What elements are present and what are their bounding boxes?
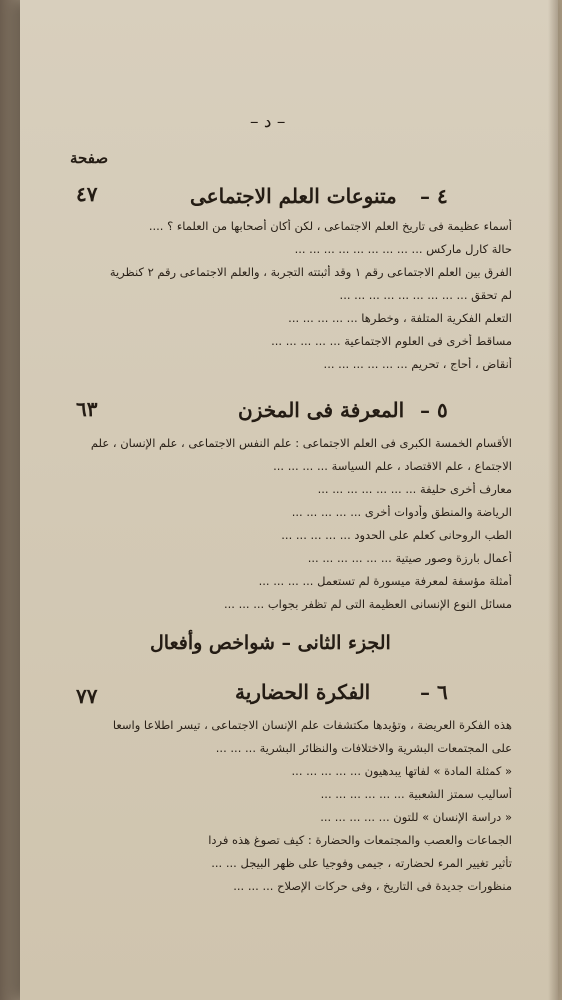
chapter-4-number: ٤ – xyxy=(420,184,448,208)
page-column-label: صفحة xyxy=(70,149,109,167)
chapter-6-entry: أساليب سمتز الشعبية ... ... ... ... ... ... xyxy=(320,787,512,801)
page-number: – د – xyxy=(250,112,286,132)
chapter-5-title: المعرفة فى المخزن xyxy=(238,398,405,422)
chapter-6-number: ٦ – xyxy=(420,680,448,704)
chapter-5-entry: الطب الروحانى كعلم على الحدود ... ... ... ... ... xyxy=(281,528,512,542)
chapter-4-page: ٤٧ xyxy=(76,182,98,206)
chapter-5-page: ٦٣ xyxy=(76,397,98,421)
chapter-4-title: متنوعات العلم الاجتماعى xyxy=(190,184,397,208)
chapter-5-entry: الأقسام الخمسة الكبرى فى العلم الاجتماعى : علم النفس الاجتماعى ، علم الإنسان ، علم xyxy=(90,436,512,450)
chapter-6-entry: على المجتمعات البشرية والاختلافات والنظائر البشرية ... ... ... xyxy=(215,741,512,755)
chapter-6-entry: تأثير تغيير المرء لحضارته ، جيمى وفوجيا على ظهر البيجل ... ... xyxy=(211,856,512,870)
part-two-title: الجزء الثانى – شواخص وأفعال xyxy=(150,632,391,654)
chapter-5-entry: الاجتماع ، علم الاقتصاد ، علم السياسة ... ... ... ... xyxy=(273,459,512,473)
chapter-6-page: ٧٧ xyxy=(76,684,98,708)
chapter-5-entry: أعمال بارزة وصور صيتية ... ... ... ... ... ... xyxy=(307,551,512,565)
chapter-4-entry: لم تحقق ... ... ... ... ... ... ... ... ... xyxy=(339,288,512,302)
chapter-5-entry: الرياضة والمنطق وأدوات أخرى ... ... ... ... ... xyxy=(291,505,512,519)
chapter-6-entry: منظورات جديدة فى التاريخ ، وفى حركات الإصلاح ... ... ... xyxy=(233,879,512,893)
chapter-4-entry: التعلم الفكرية المتلفة ، وخطرها ... ... ... ... ... xyxy=(288,311,512,325)
chapter-4-entry: حالة كارل ماركس ... ... ... ... ... ... ... ... ... xyxy=(294,242,512,256)
page-edge-shadow xyxy=(548,0,558,1000)
chapter-6-entry: « كمثلة المادة » لفاتها يبدهيون ... ... ... ... ... xyxy=(291,764,512,778)
chapter-6-entry: هذه الفكرة العريضة ، وتؤيدها مكتشفات علم الإنسان الاجتماعى ، تيسر اطلاعا واسعا xyxy=(112,718,512,732)
chapter-6-entry: « دراسة الإنسان » للتون ... ... ... ... ... xyxy=(320,810,512,824)
chapter-4-entry: أسماء عظيمة فى تاريخ العلم الاجتماعى ، لكن أكان أصحابها من العلماء ؟ .... xyxy=(148,219,512,233)
chapter-5-entry: أمثلة مؤسفة لمعرفة ميسورة لم تستعمل ... ... ... ... xyxy=(258,574,512,588)
chapter-5-entry: معارف أخرى حليفة ... ... ... ... ... ... ... xyxy=(317,482,512,496)
chapter-4-entry: أنقاض ، أحاج ، تحريم ... ... ... ... ... ... xyxy=(323,357,512,371)
chapter-5-entry: مسائل النوع الإنسانى العظيمة التى لم تظفر بجواب ... ... ... xyxy=(223,597,512,611)
chapter-4-entry: مساقط أخرى فى العلوم الاجتماعية ... ... ... ... ... xyxy=(271,334,512,348)
chapter-4-entry: الفرق بين العلم الاجتماعى رقم ١ وقد أثبتته التجربة ، والعلم الاجتماعى رقم ٢ كنظرية xyxy=(109,265,512,279)
chapter-6-title: الفكرة الحضارية xyxy=(235,680,371,704)
chapter-5-number: ٥ – xyxy=(420,398,448,422)
chapter-6-entry: الجماعات والعصب والمجتمعات والحضارة : كيف تصوغ هذه فردا xyxy=(208,833,512,847)
